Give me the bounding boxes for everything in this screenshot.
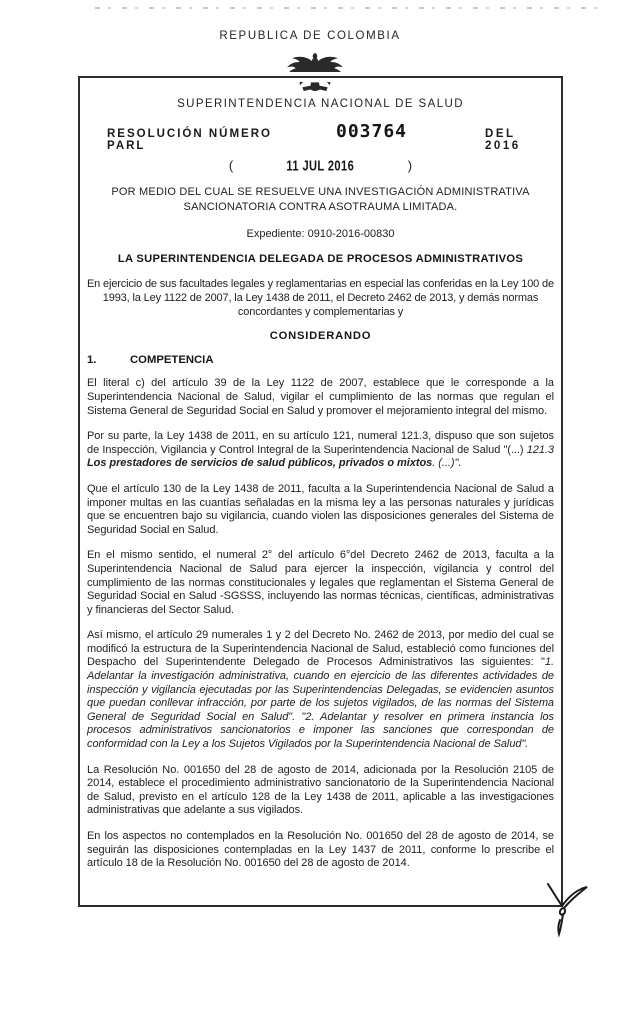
date-stamp-line [87, 158, 554, 173]
preamble-paragraph: En ejercicio de sus facultades legales y reglamentarias en especial las conferidas en la Ley 100 de 1993, la Ley 1122 de 2007, la Ley 1438 de 2011, el Decreto 2462 de 2013, y demás normas concordantes y complementarias y [87, 278, 554, 318]
considerando-heading: CONSIDERANDO [269, 330, 372, 343]
resolution-year: DEL 2016 [485, 128, 521, 152]
section-heading [87, 354, 554, 366]
section-number: 1. [87, 354, 97, 367]
scan-artifact-line [95, 7, 600, 9]
country-header: REPUBLICA DE COLOMBIA [219, 30, 401, 42]
body-paragraph: El literal c) del artículo 39 de la Ley 1122 de 2007, establece que le corresponde a la Superintendencia Nacional de Salud, vigilar el cumplimiento de las normas que regulan el Sistema General de Seguridad Social en Salud y promover el mejoramiento integral del mismo. [87, 377, 554, 417]
open-paren: ( [228, 158, 234, 173]
body-paragraph: En los aspectos no contemplados en la Resolución No. 001650 del 28 de agosto de 2014, se seguirán las disposiciones contempladas en la Ley 1437 de 2011, conforme lo prescribe el artículo 18 de la Resolución No. 001650 del 28 de agosto de 2014. [87, 830, 554, 870]
section-title: COMPETENCIA [130, 354, 214, 367]
signature-mark [540, 878, 596, 940]
resolution-number-stamp: 003764 [336, 121, 408, 142]
body-paragraph: La Resolución No. 001650 del 28 de agosto de 2014, adicionada por la Resolución 2105 de 2014, establece el procedimiento administrativo sancionatorio de la Superintendencia Nacional de Salud, previsto en el artículo 128 de la Ley 1438 de 2011, aplicable a las investigaciones administrativas que adelante a sus vigilados. [87, 763, 554, 817]
body-paragraph: Así mismo, el artículo 29 numerales 1 y 2 del Decreto No. 2462 de 2013, por medio del cual se modificó la estructura de la Superintendencia Nacional de Salud, estableció como funciones del Despacho del Superintendente Delegado de Procesos Administrativos las siguientes: "1. Adelantar la investigación administrativa, cuando en ejercicio de las diferentes actividades de inspección y vigilancia ejecutadas por las Superintendencias Delegadas, se evidencien asuntos que puedan conllevar infracción, por parte de los sujetos vigilados, de las normas del Sistema General de Seguridad Social en Salud". "2. Adelantar y resolver en primera instancia los procesos administrativos sancionatorios e imponer las sanciones que correspondan de conformidad con la Ley a los Sujetos Vigilados por la Superintendencia Nacional de Salud". [87, 629, 554, 751]
resolution-line [87, 121, 554, 152]
subject-title: POR MEDIO DEL CUAL SE RESUELVE UNA INVESTIGACIÓN ADMINISTRATIVA SANCIONATORIA CONTRA ASOTRAUMA LIMITADA. [111, 186, 530, 213]
document-frame [78, 76, 563, 907]
entity-name: SUPERINTENDENCIA NACIONAL DE SALUD [177, 98, 464, 110]
date-stamp: 11 JUL 2016 [286, 157, 355, 174]
body-paragraph: Por su parte, la Ley 1438 de 2011, en su artículo 121, numeral 121.3, dispuso que son sujetos de Inspección, Vigilancia y Control Integral de la Superintendencia Nacional de Salud "(...) 121.3 Los prestadores de servicios de salud públicos, privados o mixtos. (...)". [87, 430, 554, 470]
consideranda-paragraphs [87, 377, 554, 870]
resolution-label: RESOLUCIÓN NÚMERO PARL [107, 128, 272, 152]
body-paragraph: Que el artículo 130 de la Ley 1438 de 2011, faculta a la Superintendencia Nacional de Salud a imponer multas en las cuantías señaladas en la misma ley a las personas naturales y jurídicas que se encuentren bajo su vigilancia, cuando violen las disposiciones generales del Sistema de Seguridad Social en Salud. [87, 482, 554, 536]
case-file-number: Expediente: 0910-2016-00830 [246, 228, 395, 240]
authority-heading: LA SUPERINTENDENCIA DELEGADA DE PROCESOS ADMINISTRATIVOS [117, 253, 524, 265]
body-paragraph: En el mismo sentido, el numeral 2° del artículo 6°del Decreto 2462 de 2013, faculta a la Superintendencia Nacional de Salud para ejercer la inspección, vigilancia y control del cumplimiento de las normas constitucionales y legales que reglamentan el Sistema General de Seguridad Social en Salud -SGSSS, incluyendo las normas técnicas, científicas, administrativas y financieras del Sector Salud. [87, 549, 554, 616]
close-paren: ) [407, 158, 413, 173]
